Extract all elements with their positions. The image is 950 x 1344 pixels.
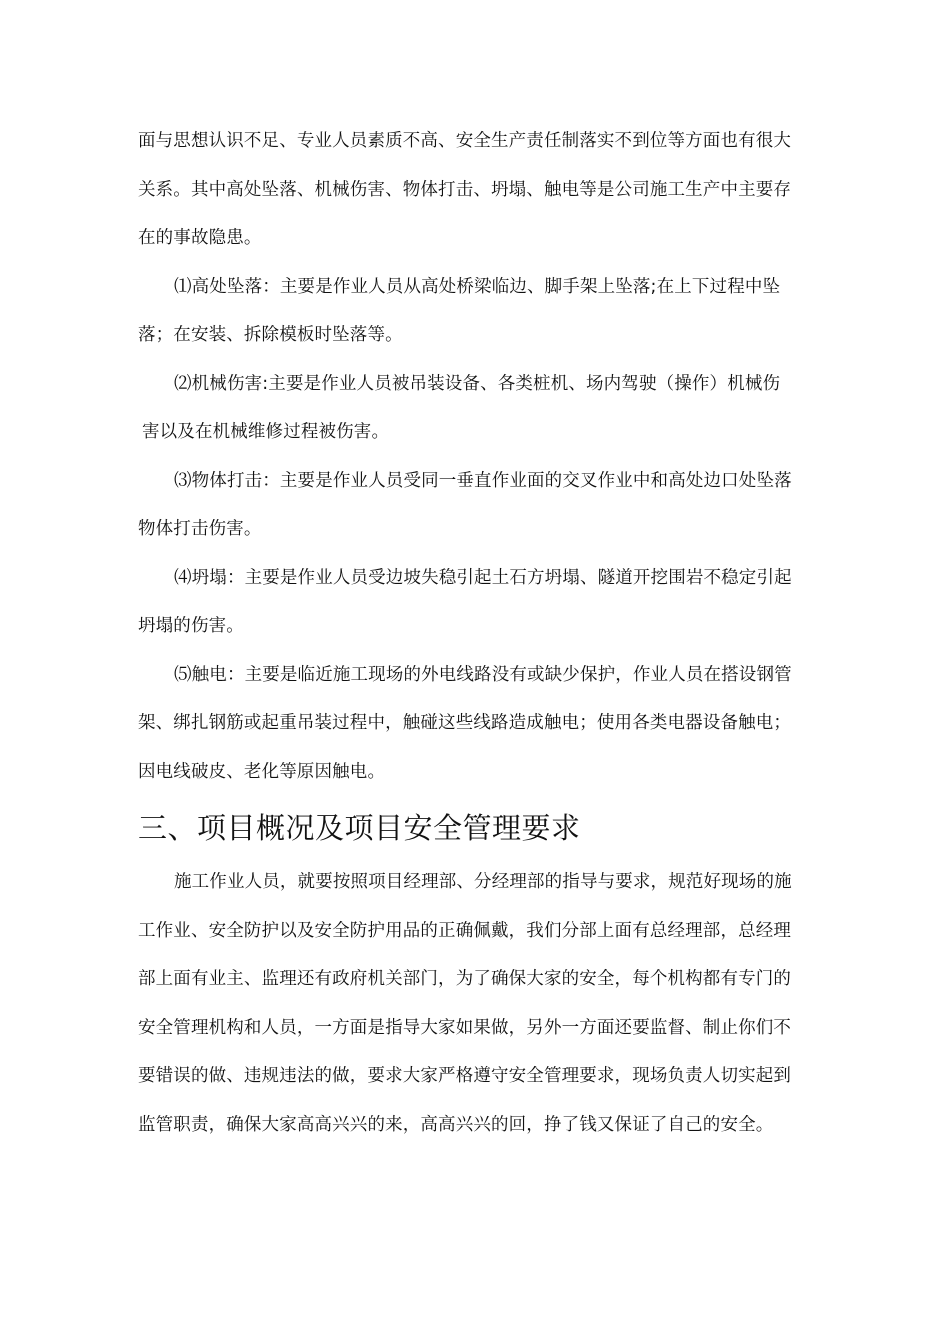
text-line: 物体打击伤害。 xyxy=(138,519,262,539)
text-line: 安全管理机构和人员，一方面是指导大家如果做，另外一方面还要监督、制止你们不 xyxy=(138,1017,792,1038)
text-line: ⑶物体打击：主要是作业人员受同一垂直作业面的交叉作业中和高处边口处坠落 xyxy=(174,470,792,491)
text-line: 面与思想认识不足、专业人员素质不高、安全生产责任制落实不到位等方面也有很大 xyxy=(138,131,792,151)
section-paragraph xyxy=(138,862,820,1153)
hazard-falling-paragraph xyxy=(138,267,820,364)
intro-paragraph xyxy=(138,121,820,267)
text-line: 关系。其中高处坠落、机械伤害、物体打击、坍塌、触电等是公司施工生产中主要存 xyxy=(138,179,792,200)
text-line: ⑵机械伤害:主要是作业人员被吊装设备、各类桩机、场内驾驶（操作）机械伤 xyxy=(174,373,781,394)
text-line: 害以及在机械维修过程被伤害。 xyxy=(142,422,390,442)
text-line: ⑸触电：主要是临近施工现场的外电线路没有或缺少保护，作业人员在搭设钢管 xyxy=(174,664,792,685)
text-line: ⑷坍塌：主要是作业人员受边坡失稳引起土石方坍塌、隧道开挖围岩不稳定引起 xyxy=(174,567,792,588)
text-line: 监管职责，确保大家高高兴兴的来，高高兴兴的回，挣了钱又保证了自己的安全。 xyxy=(138,1114,774,1135)
text-line: 架、绑扎钢筋或起重吊装过程中，触碰这些线路造成触电；使用各类电器设备触电； xyxy=(138,713,792,733)
text-line: 落；在安装、拆除模板时坠落等。 xyxy=(138,325,403,345)
hazard-electric-shock-paragraph xyxy=(138,655,820,801)
text-line: 部上面有业主、监理还有政府机关部门，为了确保大家的安全，每个机构都有专门的 xyxy=(138,969,792,989)
section-heading: 三、项目概况及项目安全管理要求 xyxy=(138,811,581,845)
text-line: 施工作业人员，就要按照项目经理部、分经理部的指导与要求，规范好现场的施 xyxy=(174,872,792,892)
hazard-collapse-paragraph xyxy=(138,558,820,655)
hazard-machinery-paragraph xyxy=(138,364,820,461)
text-line: ⑴高处坠落：主要是作业人员从高处桥梁临边、脚手架上坠落;在上下过程中坠 xyxy=(174,276,781,297)
text-line: 坍塌的伤害。 xyxy=(138,616,244,636)
text-line: 因电线破皮、老化等原因触电。 xyxy=(138,761,386,782)
text-line: 在的事故隐患。 xyxy=(138,228,262,248)
hazard-object-strike-paragraph xyxy=(138,461,820,558)
text-line: 要错误的做、违规违法的做，要求大家严格遵守安全管理要求，现场负责人切实起到 xyxy=(138,1066,792,1086)
document-body xyxy=(138,121,820,1153)
text-line: 工作业、安全防护以及安全防护用品的正确佩戴，我们分部上面有总经理部，总经理 xyxy=(138,920,792,941)
